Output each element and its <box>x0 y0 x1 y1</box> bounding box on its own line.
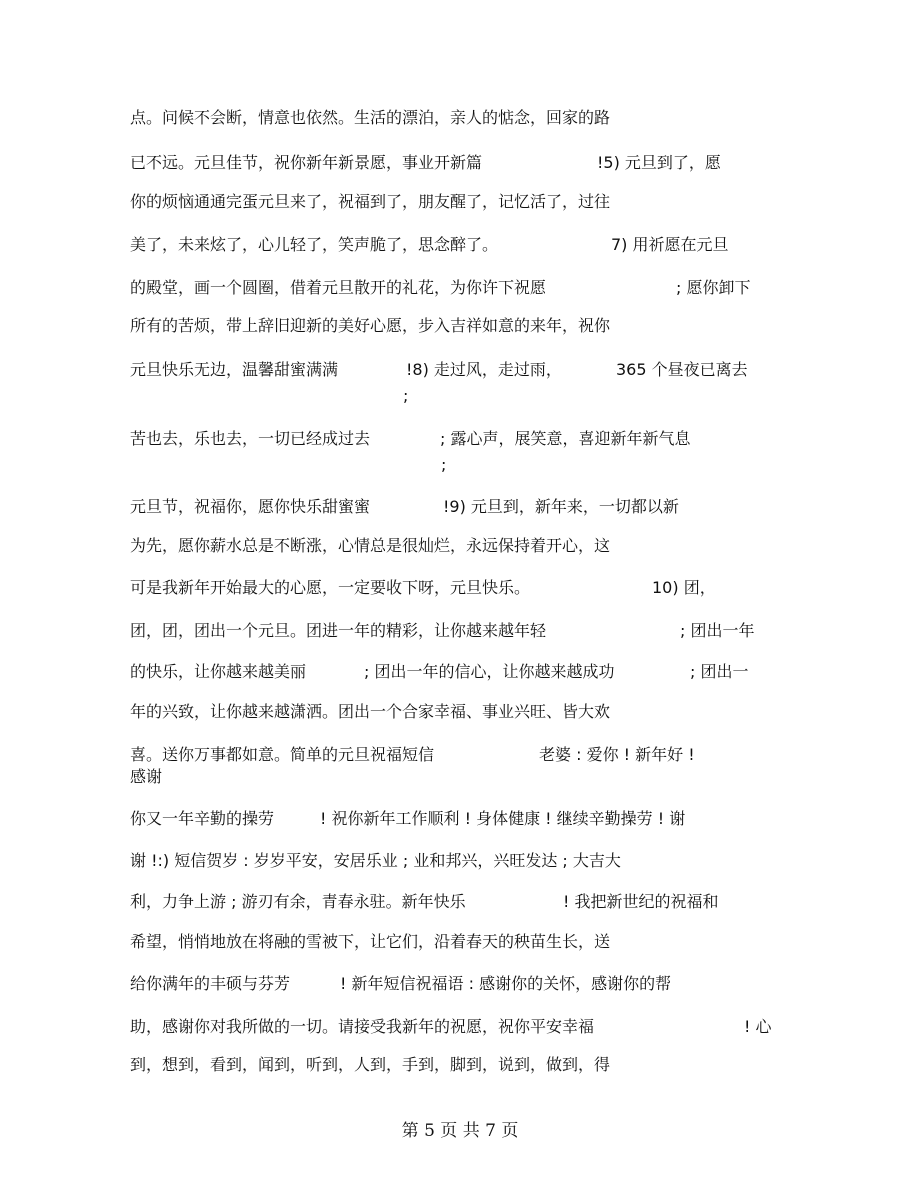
text-line: ! 新年短信祝福语 : 感谢你的关怀，感谢你的帮 <box>340 974 672 993</box>
text-line: 所有的苦烦，带上辞旧迎新的美好心愿，步入吉祥如意的来年，祝你 <box>130 316 611 335</box>
text-line: ! 我把新世纪的祝福和 <box>563 892 719 911</box>
text-line: 美了，未来炫了，心儿轻了，笑声脆了，思念醉了。 <box>130 235 499 254</box>
text-line: 到，想到，看到，闻到，听到，人到，手到，脚到，说到，做到，得 <box>130 1055 611 1074</box>
text-line: 元旦快乐无边，温馨甜蜜满满 <box>130 360 339 379</box>
page-number-footer: 第 5 页 共 7 页 <box>401 1121 519 1141</box>
text-line: ; 团出一 <box>690 662 749 681</box>
text-line: 的殿堂，画一个圆圈，借着元旦散开的礼花，为你许下祝愿 <box>130 278 547 297</box>
text-line: 元旦节，祝福你，愿你快乐甜蜜蜜 <box>130 497 371 516</box>
text-line: 已不远。元旦佳节，祝你新年新景愿，事业开新篇 <box>130 153 483 172</box>
text-line: ; <box>403 386 409 405</box>
text-line: ; <box>441 455 447 474</box>
text-line: 老婆 : 爱你 ! 新年好 ! <box>539 745 695 764</box>
text-line: 点。问候不会断，情意也依然。生活的漂泊，亲人的惦念，回家的路 <box>130 108 611 127</box>
text-line: 助，感谢你对我所做的一切。请接受我新年的祝愿，祝你平安幸福 <box>130 1017 595 1036</box>
text-line: 你的烦恼通通完蛋元旦来了，祝福到了，朋友醒了，记忆活了，过往 <box>130 192 611 211</box>
text-line: 希望，悄悄地放在将融的雪被下，让它们，沿着春天的秧苗生长，送 <box>130 932 611 951</box>
text-line: 为先，愿你薪水总是不断涨，心情总是很灿烂，永远保持着开心，这 <box>130 536 611 555</box>
text-line: !8) 走过风，走过雨， <box>406 360 562 379</box>
text-line: ; 愿你卸下 <box>676 278 751 297</box>
text-line: 可是我新年开始最大的心愿，一定要收下呀，元旦快乐。 <box>130 578 531 597</box>
text-line: 年的兴致，让你越来越潇洒。团出一个合家幸福、事业兴旺、皆大欢 <box>130 702 611 721</box>
text-line: ; 团出一年 <box>680 621 755 640</box>
text-line: !9) 元旦到，新年来，一切都以新 <box>443 497 679 516</box>
text-line: 谢 !:) 短信贺岁 : 岁岁平安，安居乐业 ; 业和邦兴，兴旺发达 ; 大吉大 <box>130 851 621 870</box>
text-line: 苦也去，乐也去，一切已经成过去 <box>130 429 371 448</box>
text-line: 365 个昼夜已离去 <box>616 360 748 379</box>
text-line: ! 心 <box>744 1017 772 1036</box>
text-line: 给你满年的丰硕与芬芳 <box>130 974 291 993</box>
text-line: 利，力争上游 ; 游刃有余，青春永驻。新年快乐 <box>130 892 466 911</box>
text-line: ! 祝你新年工作顺利 ! 身体健康 ! 继续辛勤操劳 ! 谢 <box>320 809 686 828</box>
text-line: ; 团出一年的信心，让你越来越成功 <box>364 662 615 681</box>
text-line: 你又一年辛勤的操劳 <box>130 809 275 828</box>
text-line: 的快乐，让你越来越美丽 <box>130 662 307 681</box>
text-line: ; 露心声，展笑意，喜迎新年新气息 <box>440 429 691 448</box>
text-line: 10) 团， <box>652 578 716 597</box>
text-line: 7) 用祈愿在元旦 <box>611 235 729 254</box>
text-line: 喜。送你万事都如意。简单的元旦祝福短信 <box>130 745 435 764</box>
text-line: 感谢 <box>130 767 163 786</box>
text-line: !5) 元旦到了，愿 <box>597 153 721 172</box>
text-line: 团，团，团出一个元旦。团进一年的精彩，让你越来越年轻 <box>130 621 547 640</box>
